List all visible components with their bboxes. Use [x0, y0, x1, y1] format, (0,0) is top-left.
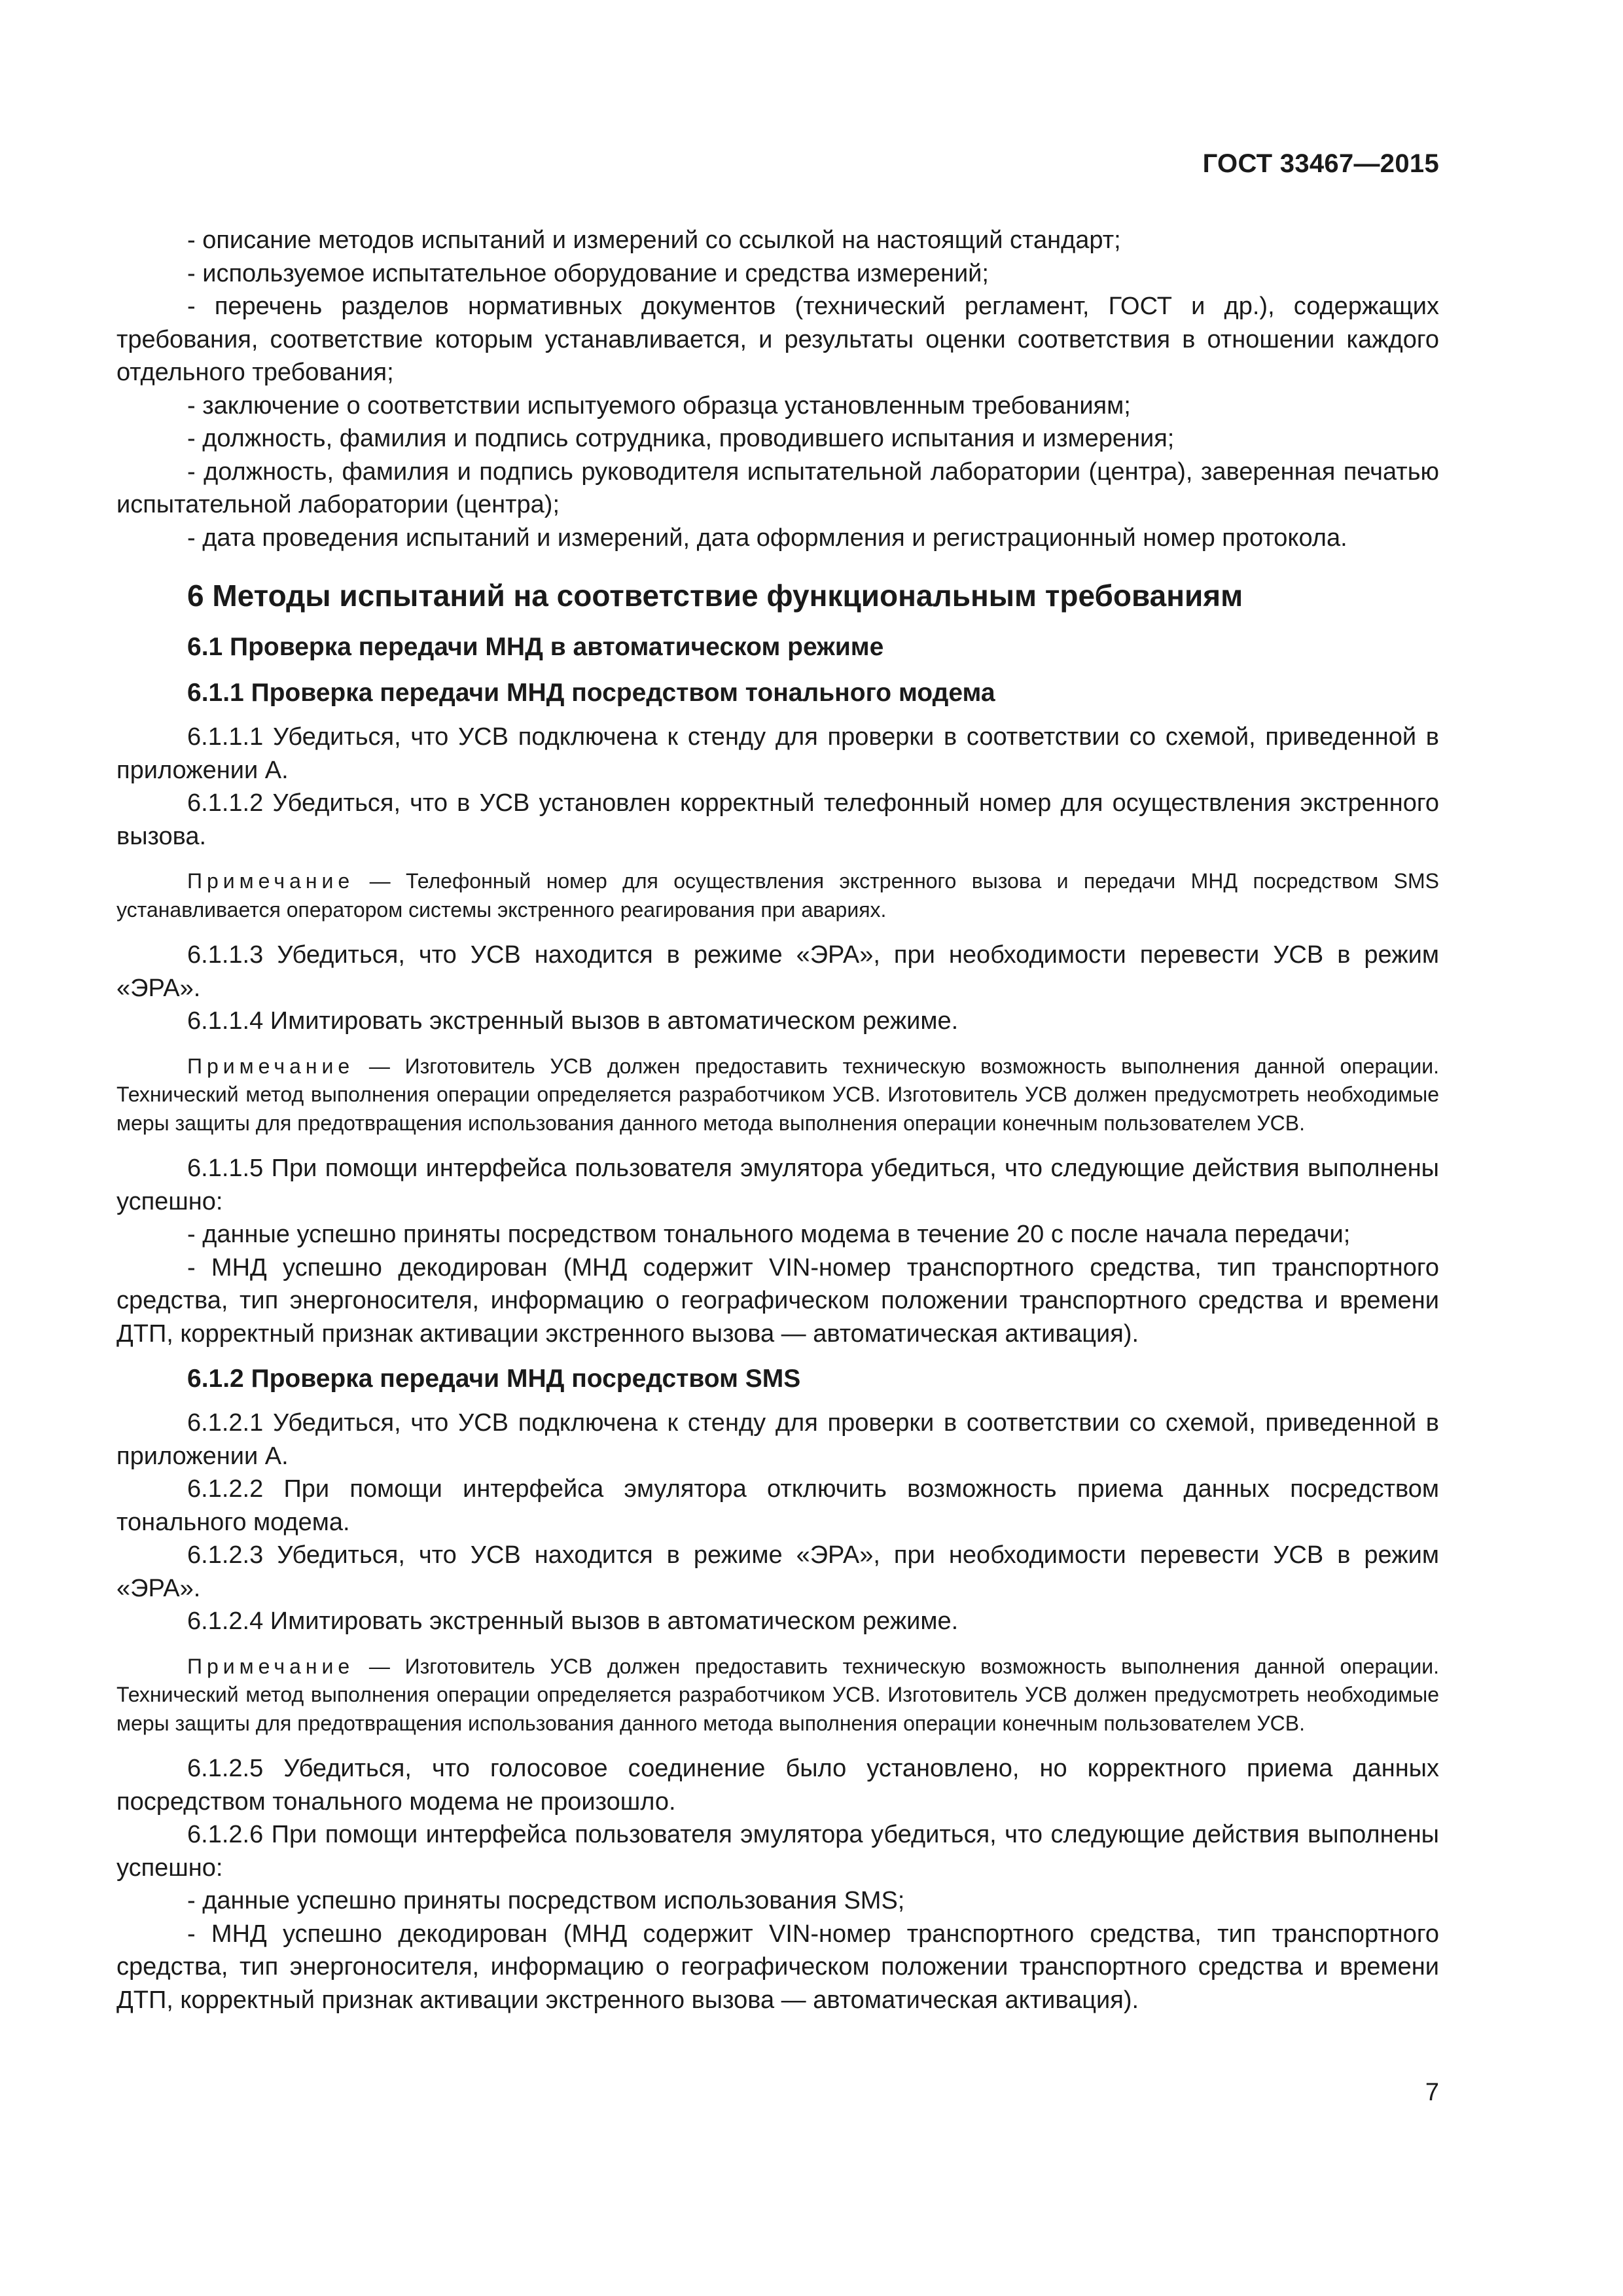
note — [116, 867, 1439, 924]
page-number: 7 — [1425, 2079, 1439, 2106]
paragraph: 6.1.1.3 Убедиться, что УСВ находится в режиме «ЭРА», при необходимости перевести УСВ в режим «ЭРА». — [116, 941, 1439, 1002]
paragraph: 6.1.1.2 Убедиться, что в УСВ установлен корректный телефонный номер для осуществления экстренного вызова. — [116, 789, 1439, 850]
note-text: — Изготовитель УСВ должен предоставить техническую возможность выполнения данной операции. Технический метод выполнения операции определяется разработчиком УСВ. Изготовитель УСВ должен предусмотреть необходимые меры защиты для предотвращения использования данного метода выполнения операции конечным пользователем УСВ. — [116, 1054, 1439, 1135]
list-item: - МНД успешно декодирован (МНД содержит VIN-номер транспортного средства, тип транспортного средства, тип энергоносителя, информацию о географическом положении транспортного средства и времени ДТП, корректный признак активации экстренного вызова — автоматическая активация). — [116, 1253, 1439, 1348]
note — [116, 1653, 1439, 1738]
document-page — [116, 0, 1439, 2296]
paragraph: 6.1.2.3 Убедиться, что УСВ находится в режиме «ЭРА», при необходимости перевести УСВ в режим «ЭРА». — [116, 1541, 1439, 1602]
note-label: Примечание — [187, 1654, 355, 1678]
note-text: — Изготовитель УСВ должен предоставить техническую возможность выполнения данной операции. Технический метод выполнения операции определяется разработчиком УСВ. Изготовитель УСВ должен предусмотреть необходимые меры защиты для предотвращения использования данного метода выполнения операции конечным пользователем УСВ. — [116, 1654, 1439, 1735]
note-label: Примечание — [187, 1054, 355, 1078]
section-heading: 6 Методы испытаний на соответствие функциональным требованиям — [187, 579, 1243, 613]
subsection-heading: 6.1 Проверка передачи МНД в автоматическом режиме — [187, 633, 884, 661]
paragraph: 6.1.2.4 Имитировать экстренный вызов в автоматическом режиме. — [187, 1607, 959, 1635]
list-item: - должность, фамилия и подпись руководителя испытательной лаборатории (центра), заверенная печатью испытательной лаборатории (центра); — [116, 457, 1439, 518]
standard-designation: ГОСТ 33467—2015 — [1202, 149, 1439, 178]
subsection-heading: 6.1.1 Проверка передачи МНД посредством тонального модема — [187, 679, 995, 707]
note-label: Примечание — [187, 869, 355, 893]
paragraph: 6.1.1.1 Убедиться, что УСВ подключена к стенду для проверки в соответствии со схемой, приведенной в приложении А. — [116, 723, 1439, 784]
paragraph: 6.1.2.6 При помощи интерфейса пользователя эмулятора убедиться, что следующие действия выполнены успешно: — [116, 1821, 1439, 1882]
paragraph: 6.1.2.2 При помощи интерфейса эмулятора отключить возможность приема данных посредством тонального модема. — [116, 1475, 1439, 1536]
list-item: - описание методов испытаний и измерений со ссылкой на настоящий стандарт; — [187, 226, 1121, 254]
list-item: - перечень разделов нормативных документов (технический регламент, ГОСТ и др.), содержащих требования, соответствие которым устанавливается, и результаты оценки соответствия в отношении каждого отдельного требования; — [116, 293, 1439, 386]
paragraph: 6.1.2.1 Убедиться, что УСВ подключена к стенду для проверки в соответствии со схемой, приведенной в приложении А. — [116, 1409, 1439, 1470]
document-body — [116, 224, 1439, 2017]
paragraph: 6.1.2.5 Убедиться, что голосовое соединение было установлено, но корректного приема данных посредством тонального модема не произошло. — [116, 1755, 1439, 1816]
list-item: - МНД успешно декодирован (МНД содержит VIN-номер транспортного средства, тип транспортного средства, тип энергоносителя, информацию о географическом положении транспортного средства и времени ДТП, корректный признак активации экстренного вызова — автоматическая активация). — [116, 1920, 1439, 2014]
list-item: - дата проведения испытаний и измерений, дата оформления и регистрационный номер протокола. — [187, 524, 1347, 552]
paragraph: 6.1.1.4 Имитировать экстренный вызов в автоматическом режиме. — [187, 1007, 959, 1035]
list-item: - должность, фамилия и подпись сотрудника, проводившего испытания и измерения; — [187, 425, 1175, 452]
list-item: - данные успешно приняты посредством использования SMS; — [187, 1887, 905, 1914]
note — [116, 1052, 1439, 1138]
list-item: - используемое испытательное оборудование и средства измерений; — [187, 259, 989, 287]
paragraph: 6.1.1.5 При помощи интерфейса пользователя эмулятора убедиться, что следующие действия выполнены успешно: — [116, 1155, 1439, 1215]
subsection-heading: 6.1.2 Проверка передачи МНД посредством SMS — [187, 1365, 801, 1393]
note-text: — Телефонный номер для осуществления экстренного вызова и передачи МНД посредством SMS устанавливается оператором системы экстренного реагирования при авариях. — [116, 869, 1439, 922]
list-item: - заключение о соответствии испытуемого образца установленным требованиям; — [187, 391, 1131, 420]
list-item: - данные успешно приняты посредством тонального модема в течение 20 с после начала передачи; — [187, 1221, 1351, 1248]
